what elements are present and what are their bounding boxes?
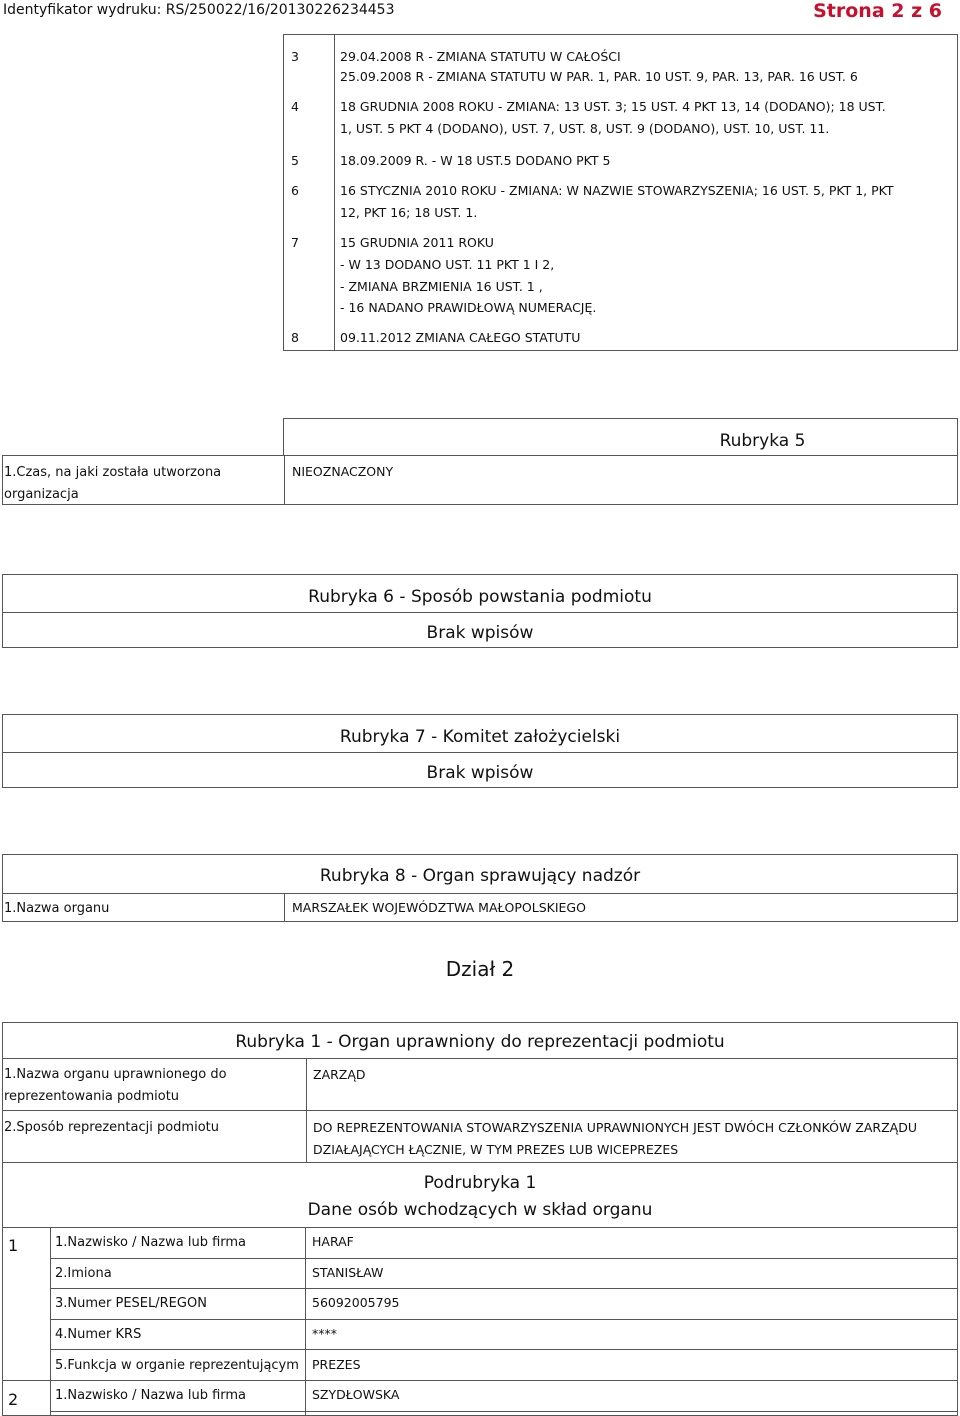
change-text: 16 STYCZNIA 2010 ROKU - ZMIANA: W NAZWIE STOWARZYSZENIA; 16 UST. 5, PKT 1, PKT <box>340 183 894 198</box>
page-number: Strona 2 z 6 <box>813 0 942 22</box>
person-field-value: HARAF <box>312 1234 354 1249</box>
print-identifier: Identyfikator wydruku: RS/250022/16/20130226234453 <box>3 2 395 18</box>
change-number: 4 <box>291 99 299 114</box>
rubryka-1-value-name: ZARZĄD <box>313 1067 366 1082</box>
change-text: 18.09.2009 R. - W 18 UST.5 DODANO PKT 5 <box>340 153 611 168</box>
rubryka-6-title: Rubryka 6 - Sposób powstania podmiotu <box>308 587 652 607</box>
change-number: 7 <box>291 235 299 250</box>
person-field-value: PREZES <box>312 1357 361 1372</box>
rubryka-1-label-method: 2.Sposób reprezentacji podmiotu <box>4 1120 219 1135</box>
person-number: 2 <box>8 1390 19 1409</box>
rubryka-5-title: Rubryka 5 <box>719 431 806 451</box>
change-text: 12, PKT 16; 18 UST. 1. <box>340 205 478 220</box>
person-field-value: SZYDŁOWSKA <box>312 1387 400 1402</box>
person-field-value: 56092005795 <box>312 1295 400 1310</box>
change-number: 5 <box>291 153 299 168</box>
podrubryka-1-subtitle: Dane osób wchodzących w skład organu <box>307 1200 653 1220</box>
person-field-label: 2.Imiona <box>55 1266 112 1281</box>
change-text: 29.04.2008 R - ZMIANA STATUTU W CAŁOŚCI <box>340 49 621 64</box>
person-field-label: 4.Numer KRS <box>55 1327 142 1342</box>
rubryka-7-value: Brak wpisów <box>426 763 534 783</box>
rubryka-8-title: Rubryka 8 - Organ sprawujący nadzór <box>319 866 641 886</box>
rubryka-7-title: Rubryka 7 - Komitet założycielski <box>339 727 621 747</box>
rubryka-1-title: Rubryka 1 - Organ uprawniony do reprezentacji podmiotu <box>235 1032 725 1052</box>
change-number: 8 <box>291 330 299 345</box>
rubryka-1-label-name: 1.Nazwa organu uprawnionego do reprezentowania podmiotu <box>4 1067 227 1104</box>
change-text: 1, UST. 5 PKT 4 (DODANO), UST. 7, UST. 8, UST. 9 (DODANO), UST. 10, UST. 11. <box>340 121 830 136</box>
person-field-label: 5.Funkcja w organie reprezentującym <box>55 1358 299 1373</box>
rubryka-1-value-method: DZIAŁAJĄCYCH ŁĄCZNIE, W TYM PREZES LUB WICEPREZES <box>313 1142 679 1157</box>
change-text: 18 GRUDNIA 2008 ROKU - ZMIANA: 13 UST. 3; 15 UST. 4 PKT 13, 14 (DODANO); 18 UST. <box>340 99 886 114</box>
rubryka-8-label: 1.Nazwa organu <box>4 901 110 916</box>
rubryka-5-value: NIEOZNACZONY <box>292 464 394 479</box>
rubryka-8-value: MARSZAŁEK WOJEWÓDZTWA MAŁOPOLSKIEGO <box>292 900 586 915</box>
rubryka-6-value: Brak wpisów <box>426 623 534 643</box>
dzial-2-heading: Dział 2 <box>445 957 515 981</box>
change-text: - W 13 DODANO UST. 11 PKT 1 I 2, <box>340 257 555 272</box>
person-field-label: 3.Numer PESEL/REGON <box>55 1296 207 1311</box>
person-field-value: STANISŁAW <box>312 1265 384 1280</box>
change-number: 3 <box>291 49 299 64</box>
rubryka-5-label: 1.Czas, na jaki została utworzona organizacja <box>4 465 222 502</box>
change-text: 15 GRUDNIA 2011 ROKU <box>340 235 494 250</box>
person-number: 1 <box>8 1236 19 1255</box>
podrubryka-1-title: Podrubryka 1 <box>423 1173 537 1193</box>
change-number: 6 <box>291 183 299 198</box>
person-field-label: 1.Nazwisko / Nazwa lub firma <box>55 1388 247 1403</box>
change-text: - ZMIANA BRZMIENIA 16 UST. 1 , <box>340 279 543 294</box>
rubryka-1-value-method: DO REPREZENTOWANIA STOWARZYSZENIA UPRAWNIONYCH JEST DWÓCH CZŁONKÓW ZARZĄDU <box>313 1120 917 1135</box>
change-text: 25.09.2008 R - ZMIANA STATUTU W PAR. 1, PAR. 10 UST. 9, PAR. 13, PAR. 16 UST. 6 <box>340 69 858 84</box>
person-field-label: 1.Nazwisko / Nazwa lub firma <box>55 1235 247 1250</box>
change-text: - 16 NADANO PRAWIDŁOWĄ NUMERACJĘ. <box>340 300 597 315</box>
person-field-value: **** <box>312 1326 337 1341</box>
change-text: 09.11.2012 ZMIANA CAŁEGO STATUTU <box>340 330 581 345</box>
